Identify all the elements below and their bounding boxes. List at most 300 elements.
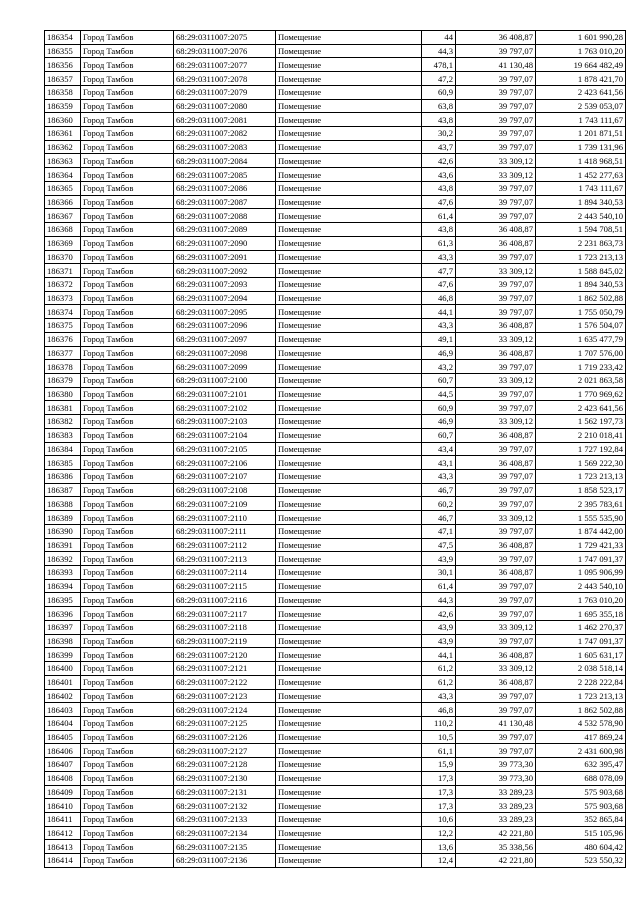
table-row [45, 31, 626, 45]
specific-value-cell: 39 797,07 [456, 593, 536, 607]
area-cell: 43,3 [422, 470, 456, 484]
specific-value-cell: 39 797,07 [456, 470, 536, 484]
specific-value-cell: 33 309,12 [456, 332, 536, 346]
record-number-cell: 186406 [45, 744, 81, 758]
specific-value-cell: 33 309,12 [456, 511, 536, 525]
area-cell: 43,4 [422, 442, 456, 456]
area-cell: 47,6 [422, 195, 456, 209]
record-number-cell: 186398 [45, 634, 81, 648]
object-type-cell: Помещение [276, 703, 422, 717]
cadastral-value-cell: 2 431 600,98 [536, 744, 626, 758]
cadastral-number-cell: 68:29:0311007:2117 [174, 607, 276, 621]
specific-value-cell: 36 408,87 [456, 236, 536, 250]
record-number-cell: 186366 [45, 195, 81, 209]
area-cell: 60,7 [422, 373, 456, 387]
record-number-cell: 186386 [45, 470, 81, 484]
cadastral-number-cell: 68:29:0311007:2115 [174, 579, 276, 593]
specific-value-cell: 39 797,07 [456, 689, 536, 703]
specific-value-cell: 36 408,87 [456, 319, 536, 333]
cadastral-value-cell: 1 719 233,42 [536, 360, 626, 374]
cadastral-value-cell: 1 743 111,67 [536, 113, 626, 127]
object-type-cell: Помещение [276, 771, 422, 785]
specific-value-cell: 33 289,23 [456, 812, 536, 826]
object-type-cell: Помещение [276, 689, 422, 703]
cadastral-value-cell: 1 770 969,62 [536, 387, 626, 401]
table-row [45, 634, 626, 648]
table-row [45, 168, 626, 182]
area-cell: 43,8 [422, 223, 456, 237]
object-type-cell: Помещение [276, 264, 422, 278]
city-cell: Город Тамбов [81, 209, 174, 223]
object-type-cell: Помещение [276, 305, 422, 319]
object-type-cell: Помещение [276, 31, 422, 45]
table-row [45, 524, 626, 538]
record-number-cell: 186381 [45, 401, 81, 415]
table-row [45, 744, 626, 758]
object-type-cell: Помещение [276, 566, 422, 580]
table-row [45, 346, 626, 360]
city-cell: Город Тамбов [81, 31, 174, 45]
city-cell: Город Тамбов [81, 840, 174, 854]
city-cell: Город Тамбов [81, 607, 174, 621]
area-cell: 61,1 [422, 744, 456, 758]
table-row [45, 209, 626, 223]
cadastral-number-cell: 68:29:0311007:2075 [174, 31, 276, 45]
city-cell: Город Тамбов [81, 360, 174, 374]
cadastral-value-cell: 1 723 213,13 [536, 689, 626, 703]
area-cell: 44,3 [422, 593, 456, 607]
cadastral-value-cell: 2 443 540,10 [536, 209, 626, 223]
table-row [45, 785, 626, 799]
cadastral-number-cell: 68:29:0311007:2121 [174, 662, 276, 676]
area-cell: 10,5 [422, 730, 456, 744]
record-number-cell: 186375 [45, 319, 81, 333]
area-cell: 47,5 [422, 538, 456, 552]
area-cell: 10,6 [422, 812, 456, 826]
specific-value-cell: 36 408,87 [456, 346, 536, 360]
object-type-cell: Помещение [276, 181, 422, 195]
cadastral-value-cell: 1 605 631,17 [536, 648, 626, 662]
city-cell: Город Тамбов [81, 703, 174, 717]
object-type-cell: Помещение [276, 812, 422, 826]
city-cell: Город Тамбов [81, 319, 174, 333]
cadastral-value-cell: 1 723 213,13 [536, 250, 626, 264]
cadastral-number-cell: 68:29:0311007:2113 [174, 552, 276, 566]
specific-value-cell: 39 797,07 [456, 85, 536, 99]
record-number-cell: 186368 [45, 223, 81, 237]
cadastral-number-cell: 68:29:0311007:2119 [174, 634, 276, 648]
table-row [45, 305, 626, 319]
object-type-cell: Помещение [276, 346, 422, 360]
area-cell: 46,8 [422, 291, 456, 305]
record-number-cell: 186401 [45, 675, 81, 689]
cadastral-value-cell: 523 550,32 [536, 854, 626, 868]
area-cell: 44,1 [422, 648, 456, 662]
cadastral-number-cell: 68:29:0311007:2099 [174, 360, 276, 374]
city-cell: Город Тамбов [81, 552, 174, 566]
object-type-cell: Помещение [276, 319, 422, 333]
cadastral-number-cell: 68:29:0311007:2133 [174, 812, 276, 826]
record-number-cell: 186411 [45, 812, 81, 826]
specific-value-cell: 33 289,23 [456, 785, 536, 799]
specific-value-cell: 39 797,07 [456, 277, 536, 291]
cadastral-number-cell: 68:29:0311007:2091 [174, 250, 276, 264]
specific-value-cell: 39 797,07 [456, 291, 536, 305]
area-cell: 43,1 [422, 456, 456, 470]
object-type-cell: Помещение [276, 648, 422, 662]
table-row [45, 401, 626, 415]
cadastral-value-cell: 1 588 845,02 [536, 264, 626, 278]
record-number-cell: 186365 [45, 181, 81, 195]
record-number-cell: 186387 [45, 483, 81, 497]
specific-value-cell: 39 797,07 [456, 730, 536, 744]
cadastral-number-cell: 68:29:0311007:2098 [174, 346, 276, 360]
cadastral-number-cell: 68:29:0311007:2096 [174, 319, 276, 333]
cadastral-value-cell: 1 755 050,79 [536, 305, 626, 319]
record-number-cell: 186392 [45, 552, 81, 566]
cadastral-value-cell: 2 210 018,41 [536, 428, 626, 442]
object-type-cell: Помещение [276, 758, 422, 772]
cadastral-number-cell: 68:29:0311007:2123 [174, 689, 276, 703]
cadastral-number-cell: 68:29:0311007:2084 [174, 154, 276, 168]
area-cell: 61,4 [422, 579, 456, 593]
specific-value-cell: 33 289,23 [456, 799, 536, 813]
table-row [45, 332, 626, 346]
table-row [45, 840, 626, 854]
object-type-cell: Помещение [276, 373, 422, 387]
object-type-cell: Помещение [276, 360, 422, 374]
city-cell: Город Тамбов [81, 634, 174, 648]
table-row [45, 223, 626, 237]
record-number-cell: 186399 [45, 648, 81, 662]
record-number-cell: 186358 [45, 85, 81, 99]
object-type-cell: Помещение [276, 744, 422, 758]
cadastral-number-cell: 68:29:0311007:2118 [174, 620, 276, 634]
object-type-cell: Помещение [276, 634, 422, 648]
specific-value-cell: 33 309,12 [456, 662, 536, 676]
table-row [45, 44, 626, 58]
object-type-cell: Помещение [276, 552, 422, 566]
area-cell: 43,8 [422, 113, 456, 127]
table-row [45, 250, 626, 264]
record-number-cell: 186359 [45, 99, 81, 113]
specific-value-cell: 39 797,07 [456, 442, 536, 456]
specific-value-cell: 39 797,07 [456, 744, 536, 758]
city-cell: Город Тамбов [81, 689, 174, 703]
object-type-cell: Помещение [276, 593, 422, 607]
object-type-cell: Помещение [276, 291, 422, 305]
cadastral-value-table [44, 30, 626, 868]
area-cell: 49,1 [422, 332, 456, 346]
object-type-cell: Помещение [276, 127, 422, 141]
cadastral-number-cell: 68:29:0311007:2086 [174, 181, 276, 195]
table-row [45, 236, 626, 250]
cadastral-value-cell: 1 201 871,51 [536, 127, 626, 141]
record-number-cell: 186389 [45, 511, 81, 525]
cadastral-number-cell: 68:29:0311007:2116 [174, 593, 276, 607]
cadastral-number-cell: 68:29:0311007:2094 [174, 291, 276, 305]
area-cell: 46,7 [422, 511, 456, 525]
city-cell: Город Тамбов [81, 566, 174, 580]
area-cell: 13,6 [422, 840, 456, 854]
object-type-cell: Помещение [276, 826, 422, 840]
cadastral-number-cell: 68:29:0311007:2127 [174, 744, 276, 758]
object-type-cell: Помещение [276, 428, 422, 442]
area-cell: 43,6 [422, 168, 456, 182]
area-cell: 43,3 [422, 250, 456, 264]
city-cell: Город Тамбов [81, 154, 174, 168]
record-number-cell: 186362 [45, 140, 81, 154]
object-type-cell: Помещение [276, 511, 422, 525]
table-row [45, 675, 626, 689]
city-cell: Город Тамбов [81, 758, 174, 772]
object-type-cell: Помещение [276, 154, 422, 168]
city-cell: Город Тамбов [81, 44, 174, 58]
cadastral-value-cell: 1 894 340,53 [536, 195, 626, 209]
specific-value-cell: 33 309,12 [456, 154, 536, 168]
cadastral-number-cell: 68:29:0311007:2125 [174, 716, 276, 730]
city-cell: Город Тамбов [81, 195, 174, 209]
specific-value-cell: 39 797,07 [456, 99, 536, 113]
object-type-cell: Помещение [276, 250, 422, 264]
record-number-cell: 186391 [45, 538, 81, 552]
cadastral-value-cell: 1 594 708,51 [536, 223, 626, 237]
area-cell: 44 [422, 31, 456, 45]
object-type-cell: Помещение [276, 607, 422, 621]
city-cell: Город Тамбов [81, 415, 174, 429]
object-type-cell: Помещение [276, 620, 422, 634]
object-type-cell: Помещение [276, 113, 422, 127]
specific-value-cell: 35 338,56 [456, 840, 536, 854]
cadastral-value-cell: 1 569 222,30 [536, 456, 626, 470]
area-cell: 478,1 [422, 58, 456, 72]
specific-value-cell: 41 130,48 [456, 58, 536, 72]
area-cell: 43,9 [422, 634, 456, 648]
city-cell: Город Тамбов [81, 277, 174, 291]
cadastral-value-cell: 1 462 270,37 [536, 620, 626, 634]
table-row [45, 826, 626, 840]
specific-value-cell: 39 797,07 [456, 360, 536, 374]
cadastral-number-cell: 68:29:0311007:2120 [174, 648, 276, 662]
specific-value-cell: 39 797,07 [456, 181, 536, 195]
city-cell: Город Тамбов [81, 99, 174, 113]
area-cell: 12,4 [422, 854, 456, 868]
cadastral-value-cell: 1 695 355,18 [536, 607, 626, 621]
object-type-cell: Помещение [276, 785, 422, 799]
table-row [45, 72, 626, 86]
city-cell: Город Тамбов [81, 428, 174, 442]
record-number-cell: 186393 [45, 566, 81, 580]
area-cell: 15,9 [422, 758, 456, 772]
cadastral-number-cell: 68:29:0311007:2135 [174, 840, 276, 854]
specific-value-cell: 39 797,07 [456, 483, 536, 497]
table-row [45, 319, 626, 333]
object-type-cell: Помещение [276, 579, 422, 593]
record-number-cell: 186402 [45, 689, 81, 703]
record-number-cell: 186412 [45, 826, 81, 840]
record-number-cell: 186372 [45, 277, 81, 291]
area-cell: 30,1 [422, 566, 456, 580]
specific-value-cell: 39 797,07 [456, 305, 536, 319]
table-row [45, 730, 626, 744]
table-row [45, 470, 626, 484]
city-cell: Город Тамбов [81, 483, 174, 497]
city-cell: Город Тамбов [81, 113, 174, 127]
record-number-cell: 186408 [45, 771, 81, 785]
specific-value-cell: 39 797,07 [456, 250, 536, 264]
cadastral-number-cell: 68:29:0311007:2136 [174, 854, 276, 868]
table-row [45, 579, 626, 593]
object-type-cell: Помещение [276, 730, 422, 744]
cadastral-value-cell: 1 862 502,88 [536, 291, 626, 305]
cadastral-value-cell: 1 418 968,51 [536, 154, 626, 168]
cadastral-number-cell: 68:29:0311007:2093 [174, 277, 276, 291]
city-cell: Город Тамбов [81, 401, 174, 415]
table-row [45, 648, 626, 662]
area-cell: 44,1 [422, 305, 456, 319]
cadastral-value-cell: 1 601 990,28 [536, 31, 626, 45]
city-cell: Город Тамбов [81, 250, 174, 264]
table-row [45, 195, 626, 209]
record-number-cell: 186388 [45, 497, 81, 511]
specific-value-cell: 36 408,87 [456, 456, 536, 470]
table-row [45, 181, 626, 195]
area-cell: 46,7 [422, 483, 456, 497]
cadastral-value-cell: 2 539 053,07 [536, 99, 626, 113]
object-type-cell: Помещение [276, 44, 422, 58]
city-cell: Город Тамбов [81, 662, 174, 676]
area-cell: 61,4 [422, 209, 456, 223]
city-cell: Город Тамбов [81, 812, 174, 826]
object-type-cell: Помещение [276, 840, 422, 854]
specific-value-cell: 39 797,07 [456, 524, 536, 538]
cadastral-number-cell: 68:29:0311007:2097 [174, 332, 276, 346]
city-cell: Город Тамбов [81, 140, 174, 154]
specific-value-cell: 39 797,07 [456, 552, 536, 566]
area-cell: 43,9 [422, 552, 456, 566]
object-type-cell: Помещение [276, 72, 422, 86]
record-number-cell: 186364 [45, 168, 81, 182]
record-number-cell: 186380 [45, 387, 81, 401]
cadastral-value-cell: 1 727 192,84 [536, 442, 626, 456]
area-cell: 17,3 [422, 799, 456, 813]
cadastral-number-cell: 68:29:0311007:2090 [174, 236, 276, 250]
specific-value-cell: 33 309,12 [456, 415, 536, 429]
table-row [45, 662, 626, 676]
cadastral-number-cell: 68:29:0311007:2077 [174, 58, 276, 72]
cadastral-value-cell: 1 763 010,20 [536, 593, 626, 607]
record-number-cell: 186403 [45, 703, 81, 717]
area-cell: 61,2 [422, 675, 456, 689]
area-cell: 46,9 [422, 346, 456, 360]
area-cell: 43,3 [422, 319, 456, 333]
table-row [45, 277, 626, 291]
object-type-cell: Помещение [276, 223, 422, 237]
cadastral-number-cell: 68:29:0311007:2103 [174, 415, 276, 429]
area-cell: 60,7 [422, 428, 456, 442]
cadastral-value-cell: 1 878 421,70 [536, 72, 626, 86]
city-cell: Город Тамбов [81, 305, 174, 319]
area-cell: 43,7 [422, 140, 456, 154]
record-number-cell: 186385 [45, 456, 81, 470]
cadastral-number-cell: 68:29:0311007:2104 [174, 428, 276, 442]
table-row [45, 552, 626, 566]
city-cell: Город Тамбов [81, 58, 174, 72]
specific-value-cell: 42 221,80 [456, 854, 536, 868]
table-row [45, 58, 626, 72]
record-number-cell: 186355 [45, 44, 81, 58]
cadastral-value-cell: 575 903,68 [536, 785, 626, 799]
city-cell: Город Тамбов [81, 236, 174, 250]
table-row [45, 511, 626, 525]
cadastral-value-cell: 2 021 863,58 [536, 373, 626, 387]
record-number-cell: 186367 [45, 209, 81, 223]
area-cell: 43,8 [422, 181, 456, 195]
object-type-cell: Помещение [276, 58, 422, 72]
city-cell: Город Тамбов [81, 456, 174, 470]
cadastral-value-cell: 1 555 535,90 [536, 511, 626, 525]
cadastral-number-cell: 68:29:0311007:2108 [174, 483, 276, 497]
specific-value-cell: 36 408,87 [456, 428, 536, 442]
area-cell: 61,3 [422, 236, 456, 250]
cadastral-number-cell: 68:29:0311007:2076 [174, 44, 276, 58]
cadastral-number-cell: 68:29:0311007:2126 [174, 730, 276, 744]
city-cell: Город Тамбов [81, 771, 174, 785]
object-type-cell: Помещение [276, 415, 422, 429]
cadastral-number-cell: 68:29:0311007:2112 [174, 538, 276, 552]
city-cell: Город Тамбов [81, 470, 174, 484]
city-cell: Город Тамбов [81, 675, 174, 689]
area-cell: 46,9 [422, 415, 456, 429]
area-cell: 60,2 [422, 497, 456, 511]
cadastral-number-cell: 68:29:0311007:2079 [174, 85, 276, 99]
table-row [45, 373, 626, 387]
object-type-cell: Помещение [276, 470, 422, 484]
record-number-cell: 186404 [45, 716, 81, 730]
area-cell: 47,6 [422, 277, 456, 291]
area-cell: 44,3 [422, 44, 456, 58]
object-type-cell: Помещение [276, 236, 422, 250]
cadastral-number-cell: 68:29:0311007:2081 [174, 113, 276, 127]
specific-value-cell: 39 797,07 [456, 703, 536, 717]
specific-value-cell: 39 797,07 [456, 72, 536, 86]
cadastral-value-cell: 417 869,24 [536, 730, 626, 744]
record-number-cell: 186390 [45, 524, 81, 538]
area-cell: 42,6 [422, 154, 456, 168]
cadastral-number-cell: 68:29:0311007:2105 [174, 442, 276, 456]
cadastral-number-cell: 68:29:0311007:2124 [174, 703, 276, 717]
cadastral-value-cell: 1 576 504,07 [536, 319, 626, 333]
cadastral-value-cell: 1 747 091,37 [536, 552, 626, 566]
cadastral-value-cell: 1 858 523,17 [536, 483, 626, 497]
cadastral-number-cell: 68:29:0311007:2134 [174, 826, 276, 840]
table-row [45, 442, 626, 456]
object-type-cell: Помещение [276, 209, 422, 223]
specific-value-cell: 36 408,87 [456, 648, 536, 662]
specific-value-cell: 39 797,07 [456, 44, 536, 58]
cadastral-value-cell: 515 105,96 [536, 826, 626, 840]
city-cell: Город Тамбов [81, 785, 174, 799]
cadastral-number-cell: 68:29:0311007:2101 [174, 387, 276, 401]
cadastral-number-cell: 68:29:0311007:2106 [174, 456, 276, 470]
city-cell: Город Тамбов [81, 716, 174, 730]
area-cell: 17,3 [422, 771, 456, 785]
record-number-cell: 186407 [45, 758, 81, 772]
area-cell: 47,7 [422, 264, 456, 278]
cadastral-value-cell: 575 903,68 [536, 799, 626, 813]
cadastral-value-cell: 1 739 131,96 [536, 140, 626, 154]
table-row [45, 593, 626, 607]
